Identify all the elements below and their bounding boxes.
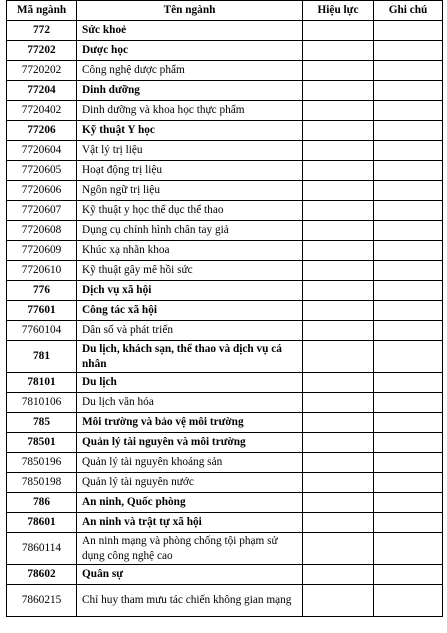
major-name-cell: Kỹ thuật gây mê hồi sức <box>77 261 303 281</box>
table-row <box>7 21 443 41</box>
table-row <box>7 121 443 141</box>
effective-cell <box>303 533 374 565</box>
major-code-cell: 77601 <box>7 301 77 321</box>
effective-cell <box>303 281 374 301</box>
notes-cell <box>374 565 443 585</box>
effective-cell <box>303 433 374 453</box>
effective-cell <box>303 141 374 161</box>
table-row <box>7 493 443 513</box>
major-code-table <box>6 0 443 617</box>
effective-cell <box>303 161 374 181</box>
major-name-cell: Quản lý tài nguyên và môi trường <box>77 433 303 453</box>
notes-cell <box>374 453 443 473</box>
major-name-cell: Quản lý tài nguyên khoáng sản <box>77 453 303 473</box>
header-effective: Hiệu lực <box>303 1 374 21</box>
notes-cell <box>374 241 443 261</box>
table-row <box>7 453 443 473</box>
table-row <box>7 373 443 393</box>
major-name-cell: Du lịch <box>77 373 303 393</box>
major-code-cell: 78601 <box>7 513 77 533</box>
major-name-cell: An ninh, Quốc phòng <box>77 493 303 513</box>
major-code-cell: 77206 <box>7 121 77 141</box>
notes-cell <box>374 161 443 181</box>
major-code-cell: 78501 <box>7 433 77 453</box>
notes-cell <box>374 101 443 121</box>
major-name-cell: An ninh và trật tự xã hội <box>77 513 303 533</box>
notes-cell <box>374 61 443 81</box>
effective-cell <box>303 473 374 493</box>
table-row <box>7 473 443 493</box>
major-name-cell: Hoạt động trị liệu <box>77 161 303 181</box>
effective-cell <box>303 121 374 141</box>
notes-cell <box>374 393 443 413</box>
major-name-cell: Quân sự <box>77 565 303 585</box>
table-row <box>7 101 443 121</box>
table-row <box>7 513 443 533</box>
notes-cell <box>374 493 443 513</box>
table-row <box>7 565 443 585</box>
major-code-cell: 7720605 <box>7 161 77 181</box>
table-header-row <box>7 1 443 21</box>
table-row <box>7 41 443 61</box>
effective-cell <box>303 181 374 201</box>
major-name-cell: Vật lý trị liệu <box>77 141 303 161</box>
notes-cell <box>374 41 443 61</box>
notes-cell <box>374 141 443 161</box>
table-body <box>7 21 443 617</box>
major-name-cell: Khúc xạ nhãn khoa <box>77 241 303 261</box>
major-code-cell: 7720607 <box>7 201 77 221</box>
effective-cell <box>303 201 374 221</box>
notes-cell <box>374 373 443 393</box>
table-row <box>7 585 443 617</box>
effective-cell <box>303 341 374 373</box>
major-name-cell: Dược học <box>77 41 303 61</box>
major-name-cell: Dinh dưỡng <box>77 81 303 101</box>
notes-cell <box>374 221 443 241</box>
major-name-cell: An ninh mạng và phòng chống tội phạm sử dụng công nghệ cao <box>77 533 303 565</box>
major-code-cell: 7860215 <box>7 585 77 617</box>
major-name-cell: Ngôn ngữ trị liệu <box>77 181 303 201</box>
major-code-cell: 77202 <box>7 41 77 61</box>
effective-cell <box>303 221 374 241</box>
table-row <box>7 301 443 321</box>
major-name-cell: Dụng cụ chỉnh hình chân tay giả <box>77 221 303 241</box>
effective-cell <box>303 61 374 81</box>
notes-cell <box>374 533 443 565</box>
effective-cell <box>303 493 374 513</box>
table-row <box>7 81 443 101</box>
effective-cell <box>303 585 374 617</box>
major-code-cell: 7720608 <box>7 221 77 241</box>
table-row <box>7 533 443 565</box>
table-row <box>7 413 443 433</box>
table-row <box>7 433 443 453</box>
notes-cell <box>374 281 443 301</box>
effective-cell <box>303 453 374 473</box>
table-row <box>7 221 443 241</box>
effective-cell <box>303 301 374 321</box>
notes-cell <box>374 201 443 221</box>
notes-cell <box>374 585 443 617</box>
table-row <box>7 241 443 261</box>
major-name-cell: Dân số và phát triển <box>77 321 303 341</box>
table-row <box>7 321 443 341</box>
major-code-cell: 7720604 <box>7 141 77 161</box>
notes-cell <box>374 181 443 201</box>
table-row <box>7 281 443 301</box>
notes-cell <box>374 321 443 341</box>
header-major-name: Tên ngành <box>77 1 303 21</box>
major-code-cell: 7720402 <box>7 101 77 121</box>
major-name-cell: Chỉ huy tham mưu tác chiến không gian mạng <box>77 585 303 617</box>
header-major-code: Mã ngành <box>7 1 77 21</box>
major-code-cell: 7720609 <box>7 241 77 261</box>
major-name-cell: Kỹ thuật y học thể dục thể thao <box>77 201 303 221</box>
effective-cell <box>303 81 374 101</box>
major-name-cell: Kỹ thuật Y học <box>77 121 303 141</box>
table-row <box>7 181 443 201</box>
table-row <box>7 393 443 413</box>
major-name-cell: Quản lý tài nguyên nước <box>77 473 303 493</box>
major-name-cell: Dịch vụ xã hội <box>77 281 303 301</box>
major-code-cell: 7850198 <box>7 473 77 493</box>
effective-cell <box>303 413 374 433</box>
notes-cell <box>374 261 443 281</box>
major-name-cell: Dinh dưỡng và khoa học thực phẩm <box>77 101 303 121</box>
notes-cell <box>374 513 443 533</box>
major-code-cell: 7760104 <box>7 321 77 341</box>
notes-cell <box>374 81 443 101</box>
major-code-cell: 7850196 <box>7 453 77 473</box>
major-name-cell: Môi trường và bảo vệ môi trường <box>77 413 303 433</box>
major-code-cell: 78101 <box>7 373 77 393</box>
notes-cell <box>374 301 443 321</box>
effective-cell <box>303 373 374 393</box>
major-name-cell: Sức khoẻ <box>77 21 303 41</box>
major-code-cell: 78602 <box>7 565 77 585</box>
major-code-cell: 7720606 <box>7 181 77 201</box>
table-row <box>7 141 443 161</box>
major-code-cell: 786 <box>7 493 77 513</box>
effective-cell <box>303 21 374 41</box>
notes-cell <box>374 433 443 453</box>
notes-cell <box>374 473 443 493</box>
table-row <box>7 341 443 373</box>
major-code-cell: 776 <box>7 281 77 301</box>
effective-cell <box>303 41 374 61</box>
major-name-cell: Công tác xã hội <box>77 301 303 321</box>
notes-cell <box>374 341 443 373</box>
major-name-cell: Du lịch văn hóa <box>77 393 303 413</box>
major-code-cell: 785 <box>7 413 77 433</box>
effective-cell <box>303 393 374 413</box>
effective-cell <box>303 101 374 121</box>
effective-cell <box>303 565 374 585</box>
major-code-cell: 781 <box>7 341 77 373</box>
major-code-cell: 772 <box>7 21 77 41</box>
notes-cell <box>374 413 443 433</box>
notes-cell <box>374 121 443 141</box>
table-row <box>7 201 443 221</box>
table-row <box>7 161 443 181</box>
major-code-cell: 7810106 <box>7 393 77 413</box>
major-code-cell: 7720610 <box>7 261 77 281</box>
header-notes: Ghi chú <box>374 1 443 21</box>
major-name-cell: Du lịch, khách sạn, thể thao và dịch vụ cá nhân <box>77 341 303 373</box>
notes-cell <box>374 21 443 41</box>
effective-cell <box>303 321 374 341</box>
effective-cell <box>303 261 374 281</box>
effective-cell <box>303 241 374 261</box>
major-code-cell: 7720202 <box>7 61 77 81</box>
table-row <box>7 261 443 281</box>
table-row <box>7 61 443 81</box>
major-code-cell: 77204 <box>7 81 77 101</box>
effective-cell <box>303 513 374 533</box>
major-name-cell: Công nghệ dược phẩm <box>77 61 303 81</box>
major-code-cell: 7860114 <box>7 533 77 565</box>
